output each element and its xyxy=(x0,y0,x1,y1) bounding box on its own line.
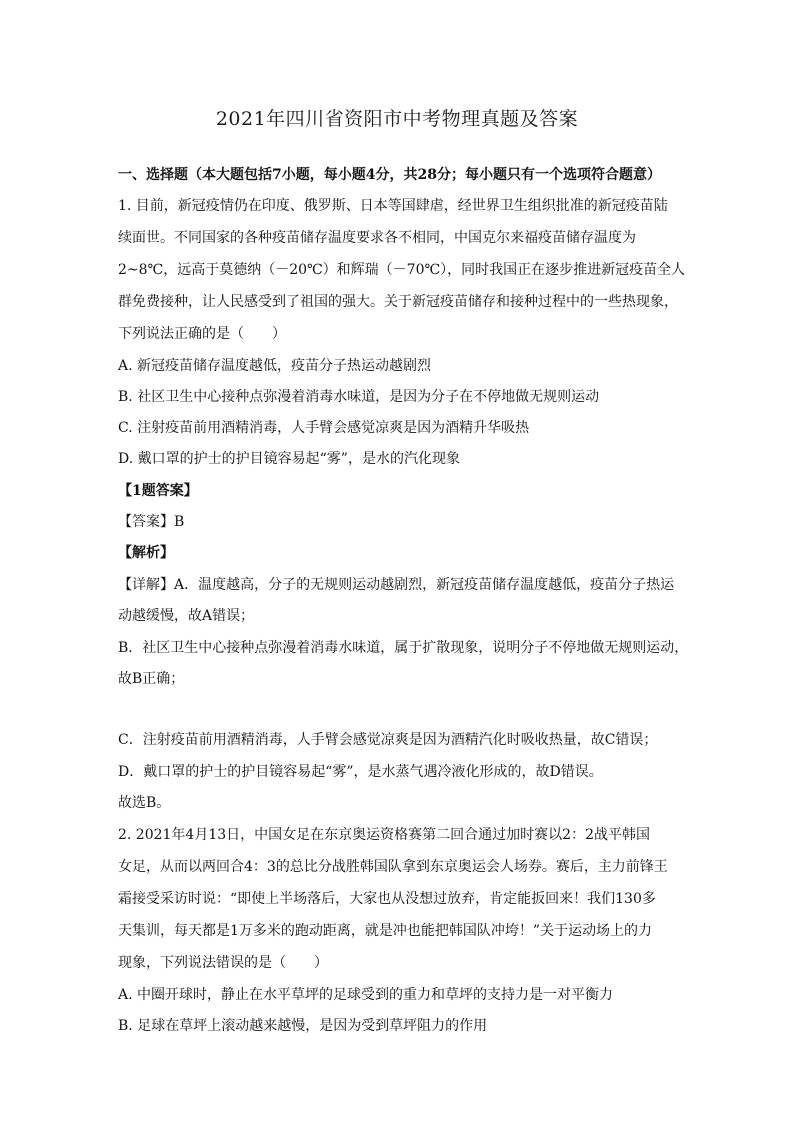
q2-option-a: A. 中圈开球时，静止在水平草坪的足球受到的重力和草坪的支持力是一对平衡力 xyxy=(118,987,614,1003)
q2-stem-line: 天集训，每天都是1万多米的跑动距离，就是冲也能把韩国队冲垮！”关于运动场上的力 xyxy=(118,923,653,939)
q1-analysis-line: 【详解】A．温度越高，分子的无规则运动越剧烈，新冠疫苗储存温度越低，疫苗分子热运 xyxy=(118,577,675,593)
q1-conclusion: 故选B。 xyxy=(118,795,171,811)
q1-analysis-heading: 【解析】 xyxy=(118,545,174,561)
q1-stem-line: 2~8℃，远高于莫德纳（－20℃）和辉瑞（－70℃），同时我国正在逐步推进新冠疫苗全人 xyxy=(118,262,686,278)
q2-stem-line: 霜接受采访时说：“即使上半场落后，大家也从没想过放弃，肯定能扳回来！我们130多 xyxy=(118,891,656,907)
q1-option-a: A. 新冠疫苗储存温度越低，疫苗分子热运动越剧烈 xyxy=(118,358,432,374)
q1-analysis-line: C．注射疫苗前用酒精消毒，人手臂会感觉凉爽是因为酒精汽化时吸收热量，故C错误； xyxy=(118,732,658,748)
q1-option-c: C. 注射疫苗前用酒精消毒，人手臂会感觉凉爽是因为酒精升华吸热 xyxy=(118,420,530,436)
q1-analysis-line: B．社区卫生中心接种点弥漫着消毒水味道，属于扩散现象，说明分子不停地做无规则运动， xyxy=(118,640,689,656)
q1-analysis-line: 动越缓慢，故A错误； xyxy=(118,608,255,624)
q1-stem-line: 续面世。不同国家的各种疫苗储存温度要求各不相同，中国克尔来福疫苗储存温度为 xyxy=(118,230,636,246)
q1-answer: 【答案】B xyxy=(118,514,185,530)
q1-analysis-line: D．戴口罩的护士的护目镜容易起“雾”，是水蒸气遇冷液化形成的，故D错误。 xyxy=(118,764,603,780)
q1-stem-line: 群免费接种，让人民感受到了祖国的强大。关于新冠疫苗储存和接种过程中的一些热现象， xyxy=(118,294,678,310)
q1-answer-heading: 【1题答案】 xyxy=(118,483,198,499)
section-heading: 一、选择题（本大题包括7小题，每小题4分，共28分；每小题只有一个选项符合题意） xyxy=(118,167,661,183)
q2-stem-line: 现象，下列说法错误的是（ ） xyxy=(118,955,328,971)
q2-stem-line: 女足，从而以两回合4：3的总比分战胜韩国队拿到东京奥运会人场券。赛后，主力前锋王 xyxy=(118,859,668,875)
q2-option-b: B. 足球在草坪上滚动越来越慢，是因为受到草坪阻力的作用 xyxy=(118,1018,488,1034)
document-title: 2021年四川省资阳市中考物理真题及答案 xyxy=(215,108,579,130)
q1-option-d: D. 戴口罩的护士的护目镜容易起“雾”，是水的汽化现象 xyxy=(118,451,460,467)
q1-analysis-line: 故B正确； xyxy=(118,671,185,687)
q1-stem-line: 1. 目前，新冠疫情仍在印度、俄罗斯、日本等国肆虐，经世界卫生组织批准的新冠疫苗陆 xyxy=(118,198,668,214)
q1-option-b: B. 社区卫生中心接种点弥漫着消毒水味道，是因为分子在不停地做无规则运动 xyxy=(118,389,600,405)
q2-stem-line: 2. 2021年4月13日，中国女足在东京奥运资格赛第二回合通过加时赛以2：2战平韩国 xyxy=(118,827,650,843)
q1-stem-line: 下列说法正确的是（ ） xyxy=(118,326,286,342)
